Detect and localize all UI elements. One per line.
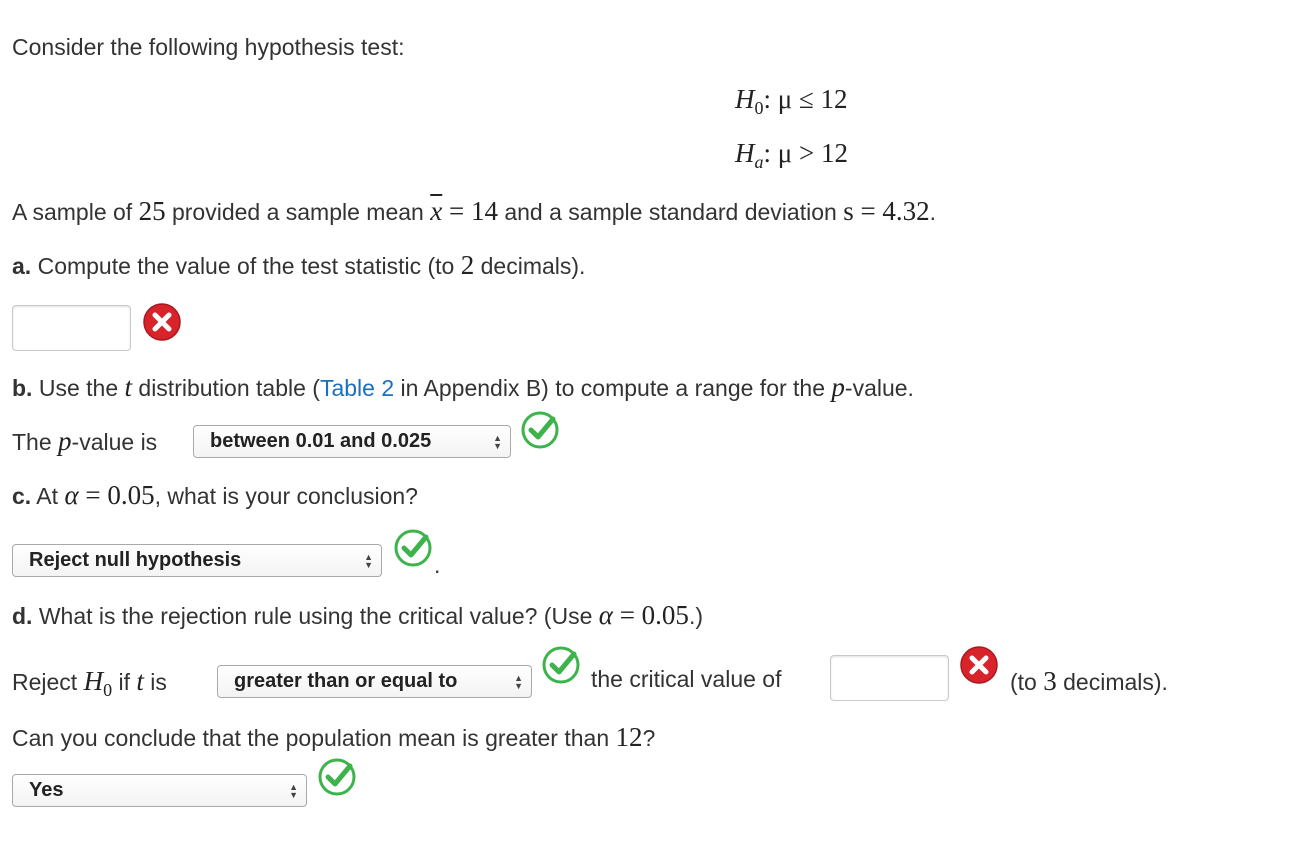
correct-icon — [393, 528, 433, 568]
part-a-question: a. Compute the value of the test statistic (to 2 decimals). — [12, 250, 586, 280]
p-value-select-value: between 0.01 and 0.025 — [210, 430, 432, 452]
rejection-rule-label: Reject $H_0$ if t is — [12, 666, 167, 700]
correct-icon — [541, 645, 581, 685]
test-statistic-input[interactable] — [12, 305, 131, 351]
correct-icon — [317, 757, 357, 797]
p-value-select[interactable] — [193, 425, 511, 458]
select-arrows-icon: ▲ ▼ — [493, 432, 502, 451]
select-arrows-icon: ▲ ▼ — [364, 551, 373, 570]
conclude-select-value: Yes — [29, 779, 64, 801]
trailing-period: . — [434, 552, 441, 578]
p-value-label: The p-value is — [12, 426, 158, 456]
select-arrows-icon: ▲ ▼ — [289, 781, 298, 800]
sample-description: A sample of 25 provided a sample mean $\overline{x} = 14$ and a sample standard deviation s = 4.32. — [12, 196, 937, 226]
conclude-question: Can you conclude that the population mean is greater than 12? — [12, 722, 656, 752]
part-d-question: d. What is the rejection rule using the critical value? (Use α = 0.05.) — [12, 600, 703, 630]
decimals-note: (to 3 decimals). — [1010, 666, 1168, 696]
incorrect-icon — [142, 302, 182, 342]
table-2-link[interactable]: Table 2 — [319, 375, 395, 401]
critical-value-label: the critical value of — [591, 666, 782, 692]
conclude-select[interactable] — [12, 774, 307, 807]
correct-icon — [520, 410, 560, 450]
intro-text: Consider the following hypothesis test: — [12, 34, 405, 60]
conclusion-select-value: Reject null hypothesis — [29, 549, 242, 571]
alternative-hypothesis: $H_a$: μ > 12 — [735, 138, 848, 172]
critical-value-input[interactable] — [830, 655, 949, 701]
part-b-question: b. Use the t distribution table (Table 2 in Appendix B) to compute a range for the p-value. — [12, 372, 914, 402]
incorrect-icon — [959, 645, 999, 685]
rejection-rule-select[interactable] — [217, 665, 532, 698]
part-c-question: c. At α = 0.05, what is your conclusion? — [12, 480, 418, 510]
rejection-rule-select-value: greater than or equal to — [234, 670, 458, 692]
select-arrows-icon: ▲ ▼ — [514, 672, 523, 691]
conclusion-select[interactable] — [12, 544, 382, 577]
null-hypothesis: $H_0$: μ ≤ 12 — [735, 84, 848, 118]
